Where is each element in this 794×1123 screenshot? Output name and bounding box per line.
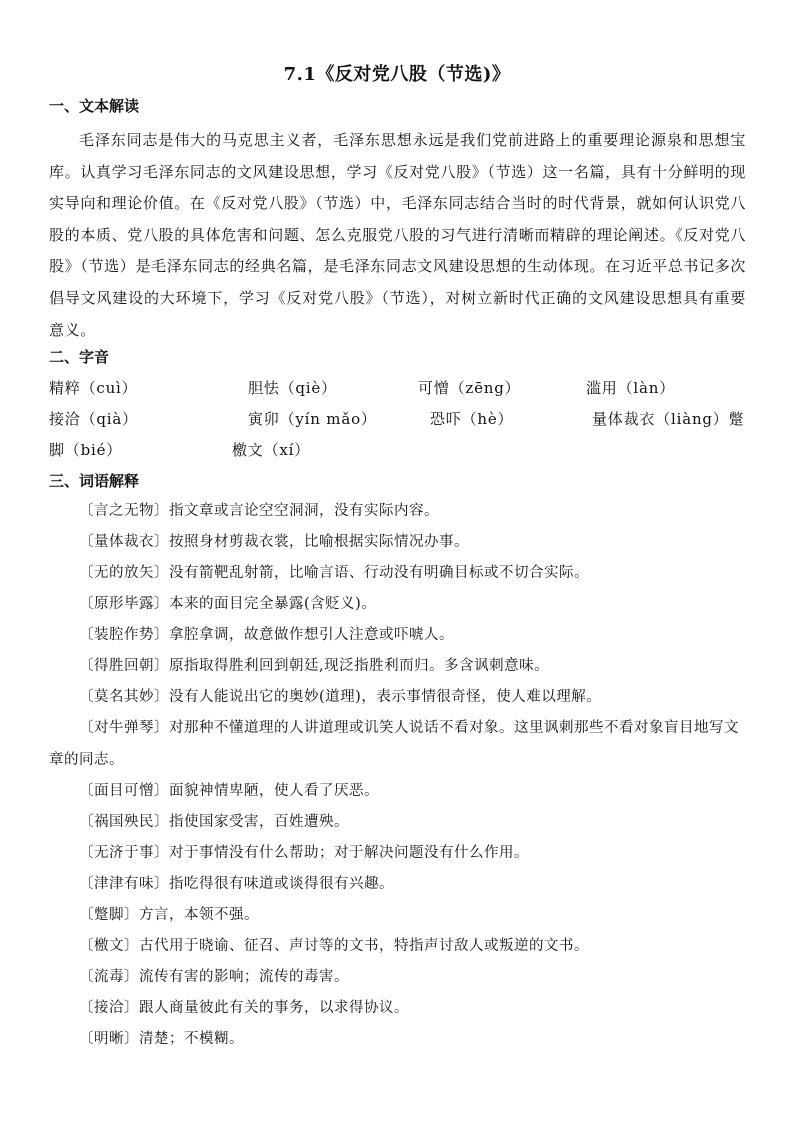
vocab-entry xyxy=(49,776,746,808)
vocab-entry xyxy=(49,807,746,839)
vocab-definition: 指使国家受害，百姓遭殃。 xyxy=(169,814,349,830)
vocab-entry xyxy=(49,527,746,559)
pronunciation-item: 精粹（cuì） xyxy=(49,379,138,397)
vocab-definition: 本来的面目完全暴露(含贬义)。 xyxy=(169,596,377,612)
intro-paragraph: 毛泽东同志是伟大的马克思主义者，毛泽东思想永远是我们党前进路上的重要理论源泉和思想宝库。认真学习毛泽东同志的文风建设思想，学习《反对党八股》（节选）这一名篇，具有十分鲜明的现实导向和理论价值。在《反对党八股》（节选）中，毛泽东同志结合当时的时代背景，就如何认识党八股的本质、党八股的具体危害和问题、怎么克服党八股的习气进行清晰而精辟的理论阐述。《反对党八股》（节选）是毛泽东同志的经典名篇，是毛泽东同志文风建设思想的生动体现。在习近平总书记多次倡导文风建设的大环境下，学习《反对党八股》（节选），对树立新时代正确的文风建设思想具有重要意义。 xyxy=(49,131,746,339)
vocab-term: 〔 面目可憎 〕 xyxy=(79,783,169,799)
vocab-definition: 跟人商量彼此有关的事务，以求得协议。 xyxy=(139,1000,409,1016)
vocab-entry xyxy=(49,682,746,714)
vocab-term: 〔 祸国殃民 〕 xyxy=(79,814,169,830)
vocab-term: 〔 无济于事 〕 xyxy=(79,845,169,861)
vocab-entry xyxy=(49,869,746,901)
vocab-entry xyxy=(49,838,746,870)
section-heading-vocabulary: 三、词语解释 xyxy=(49,472,140,490)
vocab-entry xyxy=(49,496,746,528)
vocab-entry xyxy=(49,993,746,1025)
vocab-entry xyxy=(49,558,746,590)
vocab-term: 〔 津津有味 〕 xyxy=(79,876,169,892)
vocab-definition: 对那种不懂道理的人讲道理或讥笑人说话不看对象。这里讽刺那些不看对象盲目地写文章的同志。 xyxy=(49,720,739,768)
vocab-definition: 面貌神情卑陋，使人看了厌恶。 xyxy=(169,783,379,799)
vocab-definition: 指吃得很有味道或谈得很有兴趣。 xyxy=(169,876,394,892)
vocab-definition: 拿腔拿调，故意做作想引人注意或吓唬人。 xyxy=(169,627,454,643)
vocab-term: 〔 装腔作势 〕 xyxy=(79,627,169,643)
pronunciation-item: 胆怯（qiè） xyxy=(248,379,337,397)
pronunciation-item: 檄文（xí） xyxy=(232,441,311,459)
vocab-entry xyxy=(49,931,746,963)
vocab-definition: 流传有害的影响；流传的毒害。 xyxy=(139,969,349,985)
section-heading-text-reading: 一、文本解读 xyxy=(49,97,140,115)
vocab-definition: 指文章或言论空空洞洞，没有实际内容。 xyxy=(169,503,439,519)
vocab-definition: 方言，本领不强。 xyxy=(139,907,259,923)
pronunciation-item: 可憎（zēng） xyxy=(418,379,521,397)
vocab-entry xyxy=(49,900,746,932)
pronunciation-item: 滥用（làn） xyxy=(586,379,676,397)
vocab-definition: 清楚；不模糊。 xyxy=(139,1031,244,1047)
pronunciation-item: 接洽（qià） xyxy=(49,410,138,428)
vocab-term: 〔 接洽 〕 xyxy=(79,1000,139,1016)
vocab-definition: 原指取得胜利回到朝廷,现泛指胜利而归。多含讽刺意味。 xyxy=(169,658,550,674)
vocab-definition: 没有箭靶乱射箭，比喻言语、行动没有明确目标或不切合实际。 xyxy=(169,565,589,581)
vocab-definition: 没有人能说出它的奥妙(道理)，表示事情很奇怪，使人难以理解。 xyxy=(169,689,602,705)
vocab-definition: 按照身材剪裁衣裳，比喻根据实际情况办事。 xyxy=(169,534,469,550)
vocab-entry xyxy=(49,962,746,994)
vocab-entry xyxy=(49,651,746,683)
vocab-term: 〔 言之无物 〕 xyxy=(79,503,169,519)
pronunciation-item: 脚（bié） xyxy=(49,441,123,459)
section-heading-pronunciation: 二、字音 xyxy=(49,348,110,366)
vocab-term: 〔 得胜回朝 〕 xyxy=(79,658,169,674)
vocab-term: 〔 檄文 〕 xyxy=(79,938,139,954)
vocab-term: 〔 量体裁衣 〕 xyxy=(79,534,169,550)
page-title: 7.1《反对党八股（节选)》 xyxy=(283,64,511,85)
vocab-entry xyxy=(49,620,746,652)
vocab-entry xyxy=(49,589,746,621)
pronunciation-item: 量体裁衣（liàng）蹩 xyxy=(592,410,745,428)
vocab-term: 〔 蹩脚 〕 xyxy=(79,907,139,923)
vocab-term: 〔 对牛弹琴 〕 xyxy=(79,720,169,736)
vocab-term: 〔 莫名其妙 〕 xyxy=(79,689,169,705)
vocab-definition: 对于事情没有什么帮助；对于解决问题没有什么作用。 xyxy=(169,845,529,861)
pronunciation-item: 寅卯（yín mǎo） xyxy=(248,410,377,428)
vocab-term: 〔 原形毕露 〕 xyxy=(79,596,169,612)
vocab-entry xyxy=(49,713,746,776)
vocab-term: 〔 无的放矢 〕 xyxy=(79,565,169,581)
pronunciation-item: 恐吓（hè） xyxy=(430,410,514,428)
vocab-definition: 古代用于晓谕、征召、声讨等的文书，特指声讨敌人或叛逆的文书。 xyxy=(139,938,589,954)
vocab-entry xyxy=(49,1024,746,1056)
vocab-term: 〔 明晰 〕 xyxy=(79,1031,139,1047)
vocab-term: 〔 流毒 〕 xyxy=(79,969,139,985)
